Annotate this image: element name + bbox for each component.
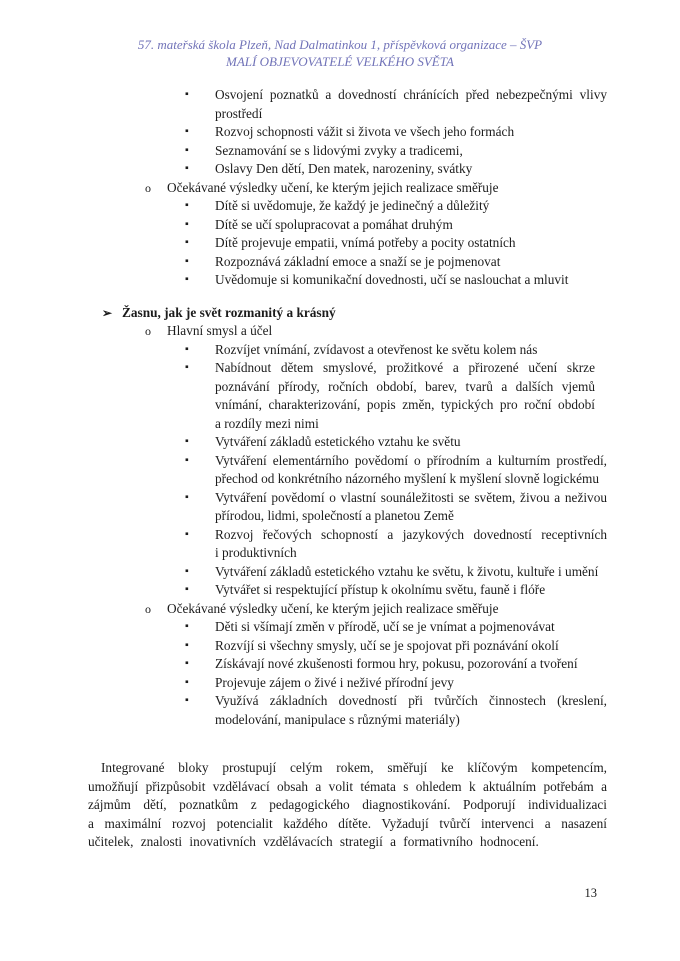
section-title	[88, 304, 607, 323]
square-bullet-icon: ▪	[185, 274, 189, 285]
goal-text: Oslavy Den dětí, Den matek, narozeniny, svátky	[215, 161, 473, 176]
goal-text: Osvojení poznatků a dovedností chránících před nebezpečnými vlivy prostředí	[215, 87, 607, 121]
square-bullet-icon: ▪	[185, 621, 189, 632]
outcome-text: Dítě se učí spolupracovat a pomáhat druhým	[215, 216, 453, 232]
outcome-item	[88, 234, 607, 253]
outcome-item	[88, 655, 607, 674]
outcomes-subheading	[88, 600, 607, 619]
square-bullet-icon: ▪	[185, 144, 189, 156]
section-title-text: Žasnu, jak je svět rozmanitý a krásný	[122, 304, 336, 320]
purpose-text: Nabídnout dětem smyslové, prožitkové a přirozené učení skrze poznávání přírody, ročních období, barev, tvarů a dalších vjemů vnímání, charakterizování, popis změn, typických pro roční období a rozdíly mezi nimi	[215, 360, 595, 431]
circle-bullet-icon: o	[145, 601, 151, 616]
outcome-text: Rozpoznává základní emoce a snaží se je pojmenovat	[215, 253, 501, 269]
purpose-text: Vytváření základů estetického vztahu ke světu	[215, 434, 461, 449]
square-bullet-icon: ▪	[185, 255, 189, 267]
square-bullet-icon: ▪	[185, 89, 189, 100]
goal-item	[88, 86, 607, 123]
square-bullet-icon: ▪	[185, 676, 189, 688]
outcomes-subheading-text: Očekávané výsledky učení, ke kterým jejich realizace směřuje	[167, 600, 499, 616]
square-bullet-icon: ▪	[185, 584, 189, 595]
purpose-text: Rozvoj řečových schopností a jazykových dovedností receptivních i produktivních	[215, 526, 607, 560]
purpose-item	[88, 581, 607, 600]
square-bullet-icon: ▪	[185, 218, 189, 230]
outcome-item	[88, 618, 607, 637]
square-bullet-icon: ▪	[185, 491, 189, 503]
purpose-item	[88, 341, 607, 360]
square-bullet-icon: ▪	[185, 237, 189, 248]
outcome-item	[88, 253, 607, 272]
square-bullet-icon: ▪	[185, 126, 189, 137]
outcome-text: Rozvíjí si všechny smysly, učí se je spojovat při poznávání okolí	[215, 637, 559, 653]
outcome-text: Získávají nové zkušenosti formou hry, pokusu, pozorování a tvoření	[215, 656, 578, 671]
outcome-text: Dítě projevuje empatii, vnímá potřeby a pocity ostatních	[215, 235, 516, 250]
purpose-item	[88, 489, 607, 526]
purpose-item	[88, 433, 607, 452]
purpose-text: Rozvíjet vnímání, zvídavost a otevřenost ke světu kolem nás	[215, 341, 538, 357]
square-bullet-icon: ▪	[185, 454, 189, 466]
square-bullet-icon: ▪	[185, 200, 189, 211]
square-bullet-icon: ▪	[185, 528, 189, 540]
goal-item	[88, 123, 607, 142]
outcome-text: Využívá základních dovedností při tvůrčích činnostech (kreslení, modelování, manipulace s různými materiály)	[215, 693, 607, 727]
purpose-subheading	[88, 322, 607, 341]
circle-bullet-icon: o	[145, 324, 151, 338]
purpose-item	[88, 452, 607, 489]
goal-item	[88, 142, 607, 161]
purpose-text: Vytváření základů estetického vztahu ke světu, k životu, kultuře i umění	[215, 563, 599, 579]
goal-item	[88, 160, 607, 179]
square-bullet-icon: ▪	[185, 639, 189, 651]
outcome-text: Projevuje zájem o živé i neživé přírodní jevy	[215, 674, 454, 690]
outcome-item	[88, 271, 607, 290]
square-bullet-icon: ▪	[185, 565, 189, 577]
header-school-name: 57. mateřská škola Plzeň, Nad Dalmatinkou 1, příspěvková organizace – ŠVP	[137, 37, 543, 52]
goal-text: Seznamování se s lidovými zvyky a tradicemi,	[215, 142, 463, 158]
square-bullet-icon: ▪	[185, 362, 189, 373]
circle-bullet-icon: o	[145, 180, 151, 195]
page-header	[73, 36, 607, 70]
square-bullet-icon: ▪	[185, 695, 189, 706]
outcome-text: Dítě si uvědomuje, že každý je jedinečný a důležitý	[215, 198, 490, 213]
purpose-text: Vytváření povědomí o vlastní sounáležitosti se světem, živou a neživou přírodou, lidmi, společností a planetou Země	[215, 489, 607, 523]
outcomes-subheading	[88, 179, 607, 198]
page-body	[88, 86, 607, 852]
page-number: 13	[584, 886, 597, 900]
purpose-item	[88, 563, 607, 582]
header-program-title: MALÍ OBJEVOVATELÉ VELKÉHO SVĚTA	[226, 54, 454, 69]
closing-paragraph: Integrované bloky prostupují celým rokem, směřují ke klíčovým kompetencím, umožňují přizpůsobit vzdělávací obsah a volit témata s ohledem k aktuálním potřebám a zájmům dětí, poznatkům z pedagogického diagnostikování. Podporují individualizaci a maximální rozvoj potencialit každého dítěte. Vyžadují tvůrčí intervenci a nasazení učitelek, znalosti inovativních vzdělávacích strategií a formativního hodnocení.	[88, 760, 607, 849]
outcome-item	[88, 216, 607, 235]
arrow-bullet-icon: ➢	[102, 305, 113, 320]
purpose-item	[88, 526, 607, 563]
outcomes-subheading-text: Očekávané výsledky učení, ke kterým jejich realizace směřuje	[167, 179, 499, 195]
square-bullet-icon: ▪	[185, 343, 189, 355]
outcome-item	[88, 674, 607, 693]
outcome-item	[88, 637, 607, 656]
outcome-text: Děti si všímají změn v přírodě, učí se je vnímat a pojmenovávat	[215, 619, 555, 634]
purpose-item	[88, 359, 607, 433]
outcome-item	[88, 197, 607, 216]
square-bullet-icon: ▪	[185, 658, 189, 669]
square-bullet-icon: ▪	[185, 436, 189, 447]
goal-text: Rozvoj schopnosti vážit si života ve všech jeho formách	[215, 124, 515, 139]
outcome-text: Uvědomuje si komunikační dovednosti, učí se naslouchat a mluvit	[215, 272, 569, 287]
purpose-text: Vytvářet si respektující přístup k okolnímu světu, fauně i flóře	[215, 582, 546, 597]
purpose-text: Vytváření elementárního povědomí o přírodním a kulturním prostředí, přechod od konkrétního názorného myšlení k myšlení slovně logickému	[215, 452, 607, 486]
purpose-subheading-text: Hlavní smysl a účel	[167, 323, 273, 338]
square-bullet-icon: ▪	[185, 163, 189, 174]
outcome-item	[88, 692, 607, 729]
